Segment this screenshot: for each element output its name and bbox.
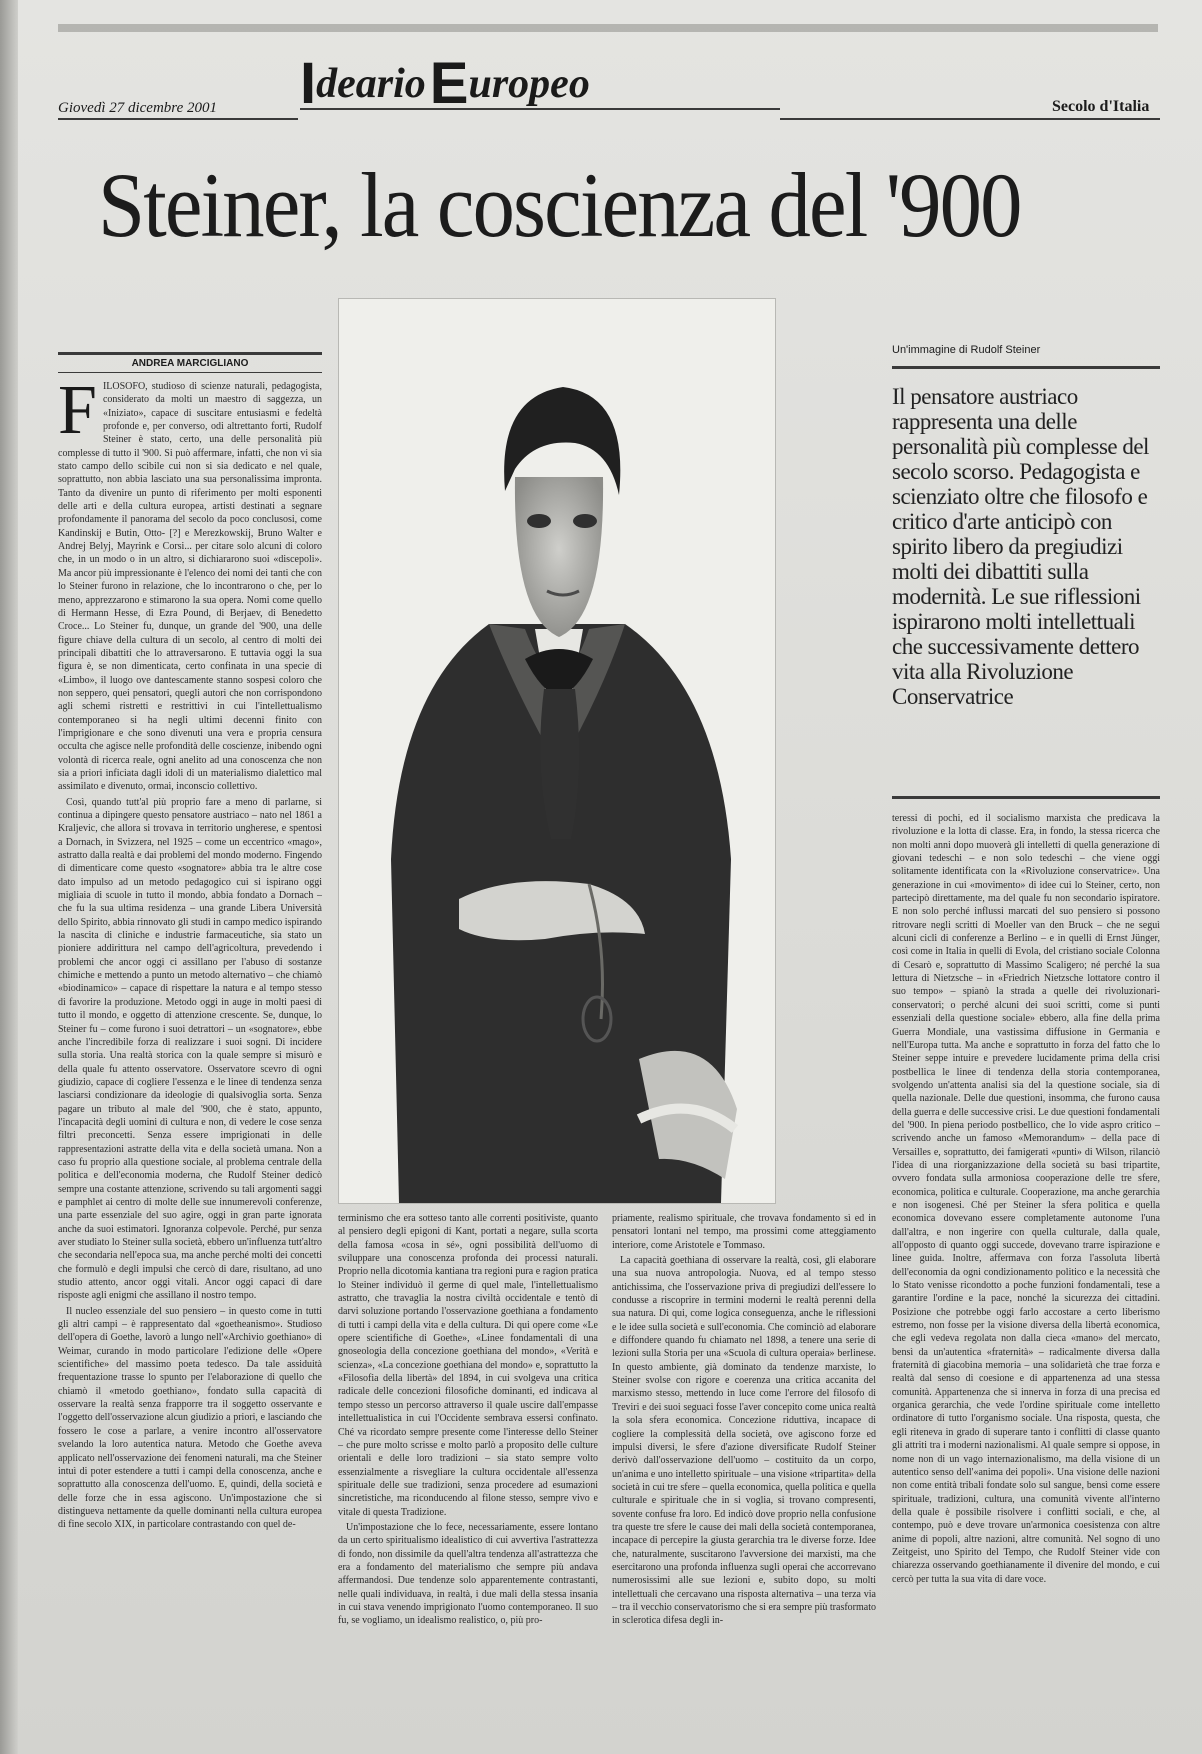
col2-paragraph-1: terminismo che era sotteso tanto alle correnti positiviste, quanto al pensiero degli epigoni di Kant, portati a negare, sulla scorta della famosa «cosa in sé», ogni possibilità dell'uomo di sviluppare una conoscenza profonda dei processi naturali. Proprio nella dicotomia kantiana tra regioni pura e ragion pratica lo Steiner individuò il germe di quel male, l'intellettualismo astratto, che travaglia la nostra civiltà occidentale e tentò di darvi soluzione portando l'osservazione goethiana a fondamento di tutti i campi della vita e della cultura. Di qui opere come «Le opere scientifiche di Goethe», «Linee fondamentali di una gnoseologia della concezione goethiana del mondo», «Verità e scienza», «La concezione goethiana del mondo» e, soprattutto la «Filosofia della libertà» del 1894, in cui svolgeva una critica radicale delle concezioni filosofiche dominanti, ed indicava al tempo stesso un percorso attraverso il quale uscire dall'empasse intellettualistica in cui l'Occidente sembrava essersi confinato. Ché va ricordato sempre presente come l'interesse dello Steiner – che pure molto scrisse e molto parlò a proposito delle culture orientali e delle loro tradizioni – sia stato sempre volto essenzialmente a risvegliare la cultura occidentale all'essenza spirituale delle sue tradizioni, senza procedere ad esumazioni sincretistiche, ma riconducendo al filone stesso, sempre vivo e vitale di questa Tradizione.	[338, 1213, 598, 1518]
article-column-1	[58, 380, 322, 1750]
masthead-letter-i: I	[300, 58, 317, 110]
article-column-4	[892, 812, 1160, 1750]
author-rule-bottom	[58, 372, 322, 373]
steiner-portrait-photo	[338, 298, 776, 1204]
col1-paragraph-1: ILOSOFO, studioso di scienze naturali, pedagogista, considerato da molti un maestro di saggezza, un «Iniziato», capace di suscitare entusiasmi e fedeltà profonde e, per converso, odi altrettanto forti, Rudolf Steiner è stato, certo, una delle personalità più complesse di tutto il '900. Si può affermare, infatti, che non vi sia stato campo dello scibile cui non si sia dedicato e nel quale, soprattutto, non abbia lasciato una sua personalissima impronta. Tanto da divenire un punto di riferimento per molti esponenti delle arti e della cultura europea, artisti destinati a segnare profondamente il panorama del secolo da poco conclusosi, come Kandinskij e Butin, Otto- [?] e Merezkowskij, Bruno Walter e Andrej Belyj, Mayrink e Corsi... per citare solo alcuni di coloro che, in un modo o in un altro, si dichiararono suoi «discepoli». Ma ancor più impressionante è l'elenco dei nomi dei tanti che con lo Steiner furono in relazione, che lo incontrarono o che, per lo meno, apprezzarono e stimarono la sua opera. Nomi come quello di Hermann Hesse, di Ezra Pound, di Berjaev, di Benedetto Croce... Lo Steiner fu, dunque, un grande del '900, una delle figure chiave della cultura di un secolo, al centro di molti dei principali dibattiti che lo attraversarono. E tuttavia oggi la sua figura è, se non dimenticata, certo confinata in una specie di «Limbo», il luogo ove dantescamente stanno sospesi coloro che non seppero, quei pensatori, quegli autori che non corrispondono agli schemi ristretti e restrittivi in cui l'intellettualismo contemporaneo si ha negli ultimi decenni finito con l'imprigionare e che sono divenuti una vera e propria censura occulta che agisce nelle profondità delle coscienze, inibendo ogni volontà di ricerca reale, ogni anelito ad una conoscenza che non sia a priori inficiata dagli idoli di un materialismo dialettico mal assimilato e divenuto, ormai, inconscio collettivo.	[58, 381, 322, 793]
header-rule-right	[780, 118, 1160, 120]
col1-paragraph-3: Il nucleo essenziale del suo pensiero – in questo come in tutti gli altri campi – è rappresentato dal «goetheanismo». Studioso dell'opera di Goethe, lavorò a lungo nell'«Archivio goethiano» di Weimar, curando in modo particolare l'edizione delle «Opere scientifiche» del massimo poeta tedesco. Da tale assiduità frequentazione trasse lo spunto per l'elaborazione di quello che chiamò il «metodo goethiano», fondato sulla capacità di osservare la realtà senza frapporre tra il soggetto osservante e l'oggetto dell'osservazione alcun giudizio a priori, e lasciando che fossero le cose a parlare, a venire incontro all'osservatore svelando la loro autentica natura. Metodo che Goethe aveva applicato nell'osservazione dei fenomeni naturali, ma che Steiner intuì di poter estendere a tutti i campi della conoscenza, anche e soprattutto alla conoscenza dell'uomo. E, quindi, della società e delle forze che in essa agiscono. Un'impostazione che si distingueva nettamente da quelle dominanti nella cultura europea di fine secolo XIX, in particolare contrastando con quel de-	[58, 1305, 322, 1531]
author-rule-top	[58, 352, 322, 355]
col3-paragraph-1: priamente, realismo spirituale, che trovava fondamento sì ed in pensatori lontani nel tempo, ma prossimi come atteggiamento interiore, come Aristotele e Tommaso.	[612, 1213, 876, 1251]
article-column-3	[612, 1212, 876, 1750]
photo-caption: Un'immagine di Rudolf Steiner	[892, 344, 1041, 356]
col1-paragraph-2: Così, quando tutt'al più proprio fare a meno di parlarne, si continua a dipingere questo pensatore austriaco – nato nel 1861 a Kraljevic, che allora si trovava in territorio ungherese, e spentosi a Dornach, in Svizzera, nel 1925 – come un eccentrico «mago», astratto dalla realtà e dai problemi del mondo moderno. Fingendo di dimenticare come questo «sognatore» abbia tra le altre cose dato impulso ad un metodo pedagogico cui si ispirano oggi migliaia di scuole in tutto il mondo, abbia fondato a Dornach – che fu la sua ultima residenza – una grande Libera Università dello Spirito, abbia rinnovato gli studi in campo medico ispirando la nascita di cliniche e industrie farmaceutiche, sia stato un pioniere addirittura nel campo dell'agricoltura, prevedendo i problemi che ancor oggi ci assillano per l'abuso di sostanze chimiche e mettendo a punto un metodo alternativo – che chiamò «biodinamico» – capace di rispettare la natura e al tempo stesso di favorire la produzione. Metodo oggi in auge in molti paesi di tutto il mondo, e oggetto di attenzione crescente. Se, dunque, lo Steiner fu – come furono i suoi detrattori – un «sognatore», ebbe anche l'incredibile forza di realizzare i suoi sogni. Di incidere sulla storia. Una realtà storica con la quale sempre si misurò e della quale fu attento osservatore. Osservatore scevro di ogni giudizio, capace di cogliere l'essenza e le linee di tendenza senza lasciarsi condizionare da ideologie di qualsivoglia sorta. Senza pagare un tributo al male del '900, che è stato, appunto, l'incapacità degli uomini di cultura e non, di vedere le cose senza filtri preconcetti. Senza essere imprigionati in delle rappresentazioni astratte della vita e della società umana. Non a caso fu proprio alla questione sociale, al problema centrale della politica e dell'economia moderna, che Rudolf Steiner dedicò sempre una costante attenzione, scrivendo su tali argomenti saggi e pamphlet ai centro di molte delle sue innumerevoli conferenze, una parte essenziale del suo agire, oggi in gran parte ignorata anche da suoi estimatori. Ignoranza colpevole. Perché, pur senza aver studiato lo Steiner sulla società, ebbero un'influenza tutt'altro che secondaria nell'epoca sua, ma anche perché molti dei concetti che formulò e degli impulsi che cercò di dare, risultano, ad uno studio attento, ancor oggi vitali. Ancor oggi capaci di dare risposte agli enigmi che assillano il nostro tempo.	[58, 796, 322, 1302]
deck-rule-bottom	[892, 796, 1160, 799]
top-band	[58, 24, 1158, 32]
article-headline: Steiner, la coscienza del '900	[98, 154, 1021, 256]
col4-paragraph-1: teressi di pochi, ed il socialismo marxista che predicava la rivoluzione e la lotta di classe. Era, in fondo, la stessa ricerca che non molti anni dopo muoverà gli intelletti di quella generazione di giovani tedeschi – e non solo tedeschi – che viene oggi solitamente identificata con la «Rivoluzione conservatrice». Una generazione in cui «movimento» di idee cui lo Steiner, certo, non partecipò direttamente, ma del quale fu non secondario ispiratore. E non solo perché influssi marcati del suo pensiero si possono ritrovare negli scritti di Moeller van den Bruck – che ne seguì alcuni cicli di conferenze a Berlino – e in quelli di Ernst Jünger, così come in Italia in quelli di Evola, del cristiano sociale Colonna di Cesarò e, soprattutto di Massimo Scaligero; né perché la sua lettura di Nietzsche – in «Friedrich Nietzsche lottatore contro il suo tempo» – spianò la strada a quelle dei rivoluzionari-conservatori; o perché alcuni dei suoi scritti, come si punti essenziali della questione sociale» ebbero, alla fine della prima Guerra Mondiale, una vastissima diffusione in Germania e nell'Europa tutta. Ma anche e soprattutto in forza del fatto che lo Steiner seppe intuire e prevedere lucidamente prima della crisi postbellica le linee di tendenza della storia contemporanea, svolgendo un'attenta analisi sia del la questione sociale, sia di quella nazionale. Delle due questioni, insomma, che furono causa della guerra e delle successive crisi. Le due questioni fondamentali del '900. In piena periodo postbellico, che lo vide aspro critico – scrivendo anche un famoso «Memorandum» – della pace di Versailles e, soprattutto, dei famigerati «punti» di Wilson, rilanciò l'idea di una riorganizzazione della società su basi tripartite, ovvero fondata sulla armoniosa cooperazione delle tre sfere, economica, politica e culturale. Cooperazione, ma anche gerarchia e non isogenesi. Ché per Steiner la sfera politica e quella economica dovevano essere completamente autonome l'una dall'altra, e non ingerire con quella culturale, dalla quale, all'opposto di quanto oggi succede, dovevano trarre ispirazione e linee guida. Inoltre, affermava con forza l'assoluta libertà dell'economia da ogni condizionamento politico e la necessità che lo Stato venisse ricondotto a poche funzioni fondamentali, tese a garantire l'ordine e la pace, nonché la sicurezza dei cittadini. Posizione che potrebbe oggi farlo accostare a certo liberismo estremo, non fosse per la visione diversa della libertà economica, che egli vedeva regolata non dalla cieca «mano» del mercato, bensì da un'autentica «fraternità» – radicalmente diversa dalla fraternità di giacobina memoria – una solidarietà che trae forza e realtà dal senso di coesione e di appartenenza ad una stessa comunità. Appartenenza che si innerva in forza di una precisa ed organica gerarchia, che vede l'ordine spirituale come intelletto ordinatore di tutto l'organismo sociale. Una risposta, questa, che egli riteneva in grado di superare tanto i conflitti di classe quanto gli attriti tra i moderni nazionalismi. Al quale sempre si oppose, in nome non di un vago internazionalismo, ma della visione di un autentico senso dell'«anima dei popoli». Una visione delle nazioni non come entità tribali fondate solo sul sangue, bensì come essere spirituale, tradizioni, cultura, una comunità vivente all'interno della quale è possibile risolvere i conflitti sociali, e che, al contempo, può e deve trovare un'armonica coesistenza con altre anime di popoli, altre nazioni, altre comunità. Nel sogno di uno Zeitgeist, uno Spirito del Tempo, che Rudolf Steiner vide con chiarezza osservando goethianamente il divenire del mondo, e cui cercò per tutta la sua vita di dare voce.	[892, 813, 1160, 1585]
article-deck: Il pensatore austriaco rappresenta una delle personalità più complesse del secolo scorso. Pedagogista e scienziato oltre che filosofo e critico d'arte anticipò con spirito libero da pregiudizi molti dei dibattiti sulla modernità. Le sue riflessioni ispirarono molti intellettuali che successivamente dettero vita alla Rivoluzione Conservatrice	[892, 384, 1149, 709]
header-rule-left	[58, 118, 298, 120]
deck-rule-top	[892, 366, 1160, 369]
col3-paragraph-2: La capacità goethiana di osservare la realtà, così, gli elaborare una sua nuova antropologia. Nuova, ed al tempo stesso antichissima, che l'osservazione priva di pregiudizi dell'essere lo condusse a riscoprire in termini moderni le realtà perenni della sua natura. Di qui, come logica conseguenza, anche le riflessioni e le idee sulla società e sull'economia. Che cominciò ad elaborare e diffondere quando fu chiamato nel 1898, a tenere una serie di lezioni sulla Storia per una «Scuola di cultura operaia» berlinese. In questo ambiente, già dominato da tendenze marxiste, lo Steiner svolse con rigore e coerenza una critica accanita del marxismo stesso, mettendo in luce come l'errore del filosofo di Treviri e dei suoi seguaci fosse l'aver concepito come unica realtà la sola sfera economica. Concezione riduttiva, incapace di cogliere la complessità della società, ove agiscono forze ed impulsi diversi, le sfere d'azione diversificate Rudolf Steiner derivò dall'osservazione dell'uomo – costituito da un corpo, un'anima e uno intelletto spirituale – una visione «tripartita» della società in cui tre sfere – quella economica, quella politica e quella culturale e spirituale che in si voglia, si trovano compresenti, sovente confuse fra loro. Ed indicò dove proprio nella confusione tra queste tre sfere le cause dei mali della società contemporanea, incapace di percepire la giusta gerarchia tra le diverse forze. Idee che, naturalmente, suscitarono l'avversione dei marxisti, ma che esercitarono una profonda influenza sugli operai che accorrevano numerosissimi alle sue lezioni e, subito dopo, su molti intellettuali che cercavano una risposta alternativa – una terza via – tra il vecchio conservatorismo che si era sempre più trasformato in sclerotica difesa degli in-	[612, 1255, 876, 1627]
article-author: ANDREA MARCIGLIANO	[131, 358, 249, 369]
masthead-letter-e: E	[429, 58, 469, 110]
newspaper-name: Secolo d'Italia	[1052, 98, 1150, 115]
section-masthead	[300, 58, 780, 110]
issue-date: Giovedì 27 dicembre 2001	[58, 100, 217, 116]
portrait-illustration	[339, 299, 775, 1203]
masthead-word-uropeo: uropeo	[468, 61, 590, 107]
drop-cap: F	[58, 380, 97, 449]
col2-paragraph-2: Un'impostazione che lo fece, necessariamente, essere lontano da un certo spiritualismo idealistico di cui avvertiva l'astrattezza di fondo, non dissimile da quell'altra tendenza all'astrattezza che era a fondamento del materialismo che sempre più andava affermandosi. Due tendenze solo apparentemente contrastanti, nelle quali individuava, in realtà, i due mali della stessa insania in cui stava venendo imprigionato l'uomo contemporaneo. Il suo fu, se vogliamo, un idealismo realistico, o, più pro-	[338, 1521, 598, 1627]
masthead-word-deario: deario	[316, 61, 426, 107]
article-column-2	[338, 1212, 598, 1750]
page-edge-shadow	[0, 0, 18, 1754]
